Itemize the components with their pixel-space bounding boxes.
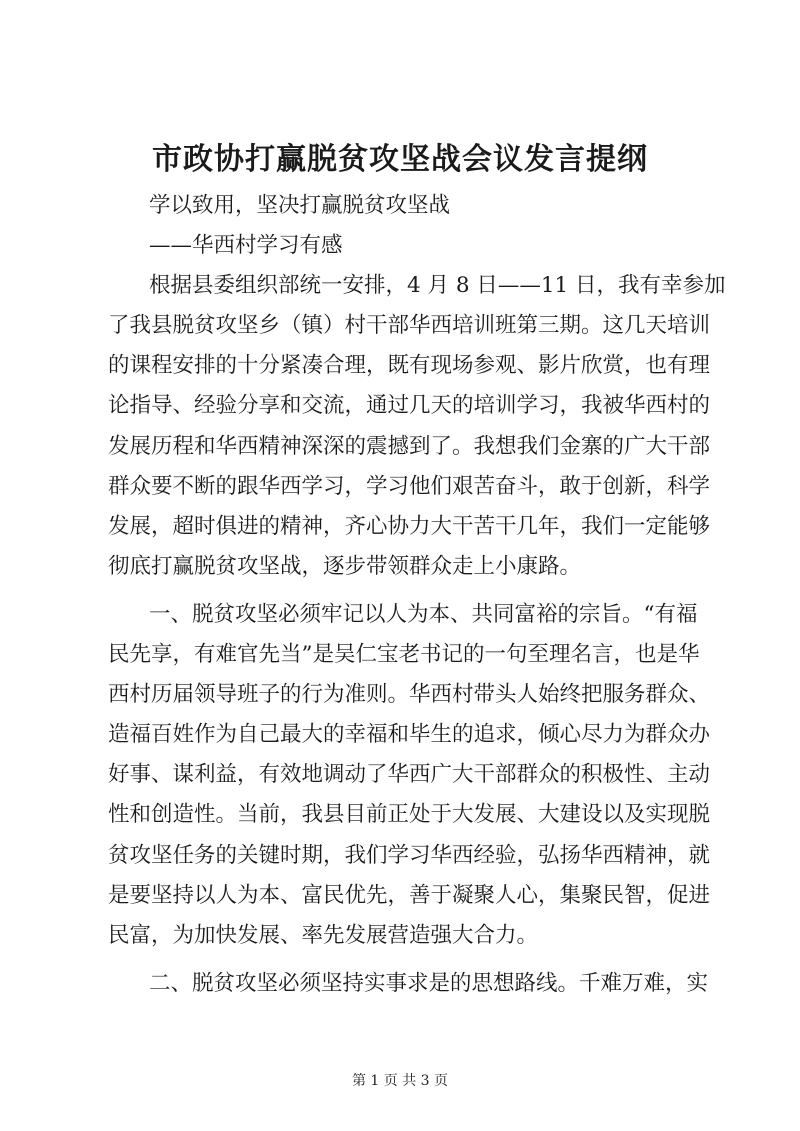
- paragraph-line: 性和创造性。当前，我县目前正处于大发展、大建设以及实现脱: [108, 802, 711, 828]
- paragraph-line: 了我县脱贫攻坚乡（镇）村干部华西培训班第三期。这几天培训: [108, 313, 711, 339]
- subtitle: 学以致用，坚决打赢脱贫攻坚战: [149, 193, 451, 218]
- paragraph-line: 的课程安排的十分紧凑合理，既有现场参观、影片欣赏，也有理: [108, 353, 711, 379]
- document-title: 市政协打赢脱贫攻坚战会议发言提纲: [152, 142, 648, 177]
- paragraph-line: 西村历届领导班子的行为准则。华西村带头人始终把服务群众、: [108, 682, 711, 708]
- page-number-footer: 第 1 页 共 3 页: [351, 1073, 449, 1089]
- paragraph-2: [108, 595, 718, 956]
- paragraph-line: 二、脱贫攻坚必须坚持实事求是的思想路线。千难万难，实: [149, 970, 709, 996]
- paragraph-1: [108, 266, 726, 587]
- document-body: [108, 186, 726, 1004]
- paragraph-line: 一、脱贫攻坚必须牢记以人为本、共同富裕的宗旨。“有福: [149, 601, 698, 627]
- paragraph-line: 发展历程和华西精神深深的震撼到了。我想我们金寨的广大干部: [108, 433, 711, 459]
- paragraph-line: 民富，为加快发展、率先发展营造强大合力。: [108, 922, 539, 948]
- paragraph-line: 发展，超时俱进的精神，齐心协力大干苦干几年，我们一定能够: [108, 513, 711, 539]
- paragraph-line: 好事、谋利益，有效地调动了华西广大干部群众的积极性、主动: [108, 762, 711, 788]
- paragraph-line: 是要坚持以人为本、富民优先，善于凝聚人心，集聚民智，促进: [108, 882, 711, 908]
- paragraph-line: 造福百姓作为自己最大的幸福和毕生的追求，倾心尽力为群众办: [108, 722, 711, 748]
- paragraph-line: 彻底打赢脱贫攻坚战，逐步带领群众走上小康路。: [108, 553, 582, 579]
- paragraph-line: 群众要不断的跟华西学习，学习他们艰苦奋斗，敢于创新，科学: [108, 473, 711, 499]
- subheading: ——华西村学习有感: [149, 233, 343, 259]
- paragraph-line: 贫攻坚任务的关键时期，我们学习华西经验，弘扬华西精神，就: [108, 842, 711, 868]
- paragraph-line: 根据县委组织部统一安排，4 月 8 日——11 日，我有幸参加: [149, 273, 726, 299]
- paragraph-line: 民先享，有难官先当”是吴仁宝老书记的一句至理名言，也是华: [108, 642, 700, 668]
- paragraph-3: [108, 964, 718, 1004]
- paragraph-line: 论指导、经验分享和交流，通过几天的培训学习，我被华西村的: [108, 393, 711, 419]
